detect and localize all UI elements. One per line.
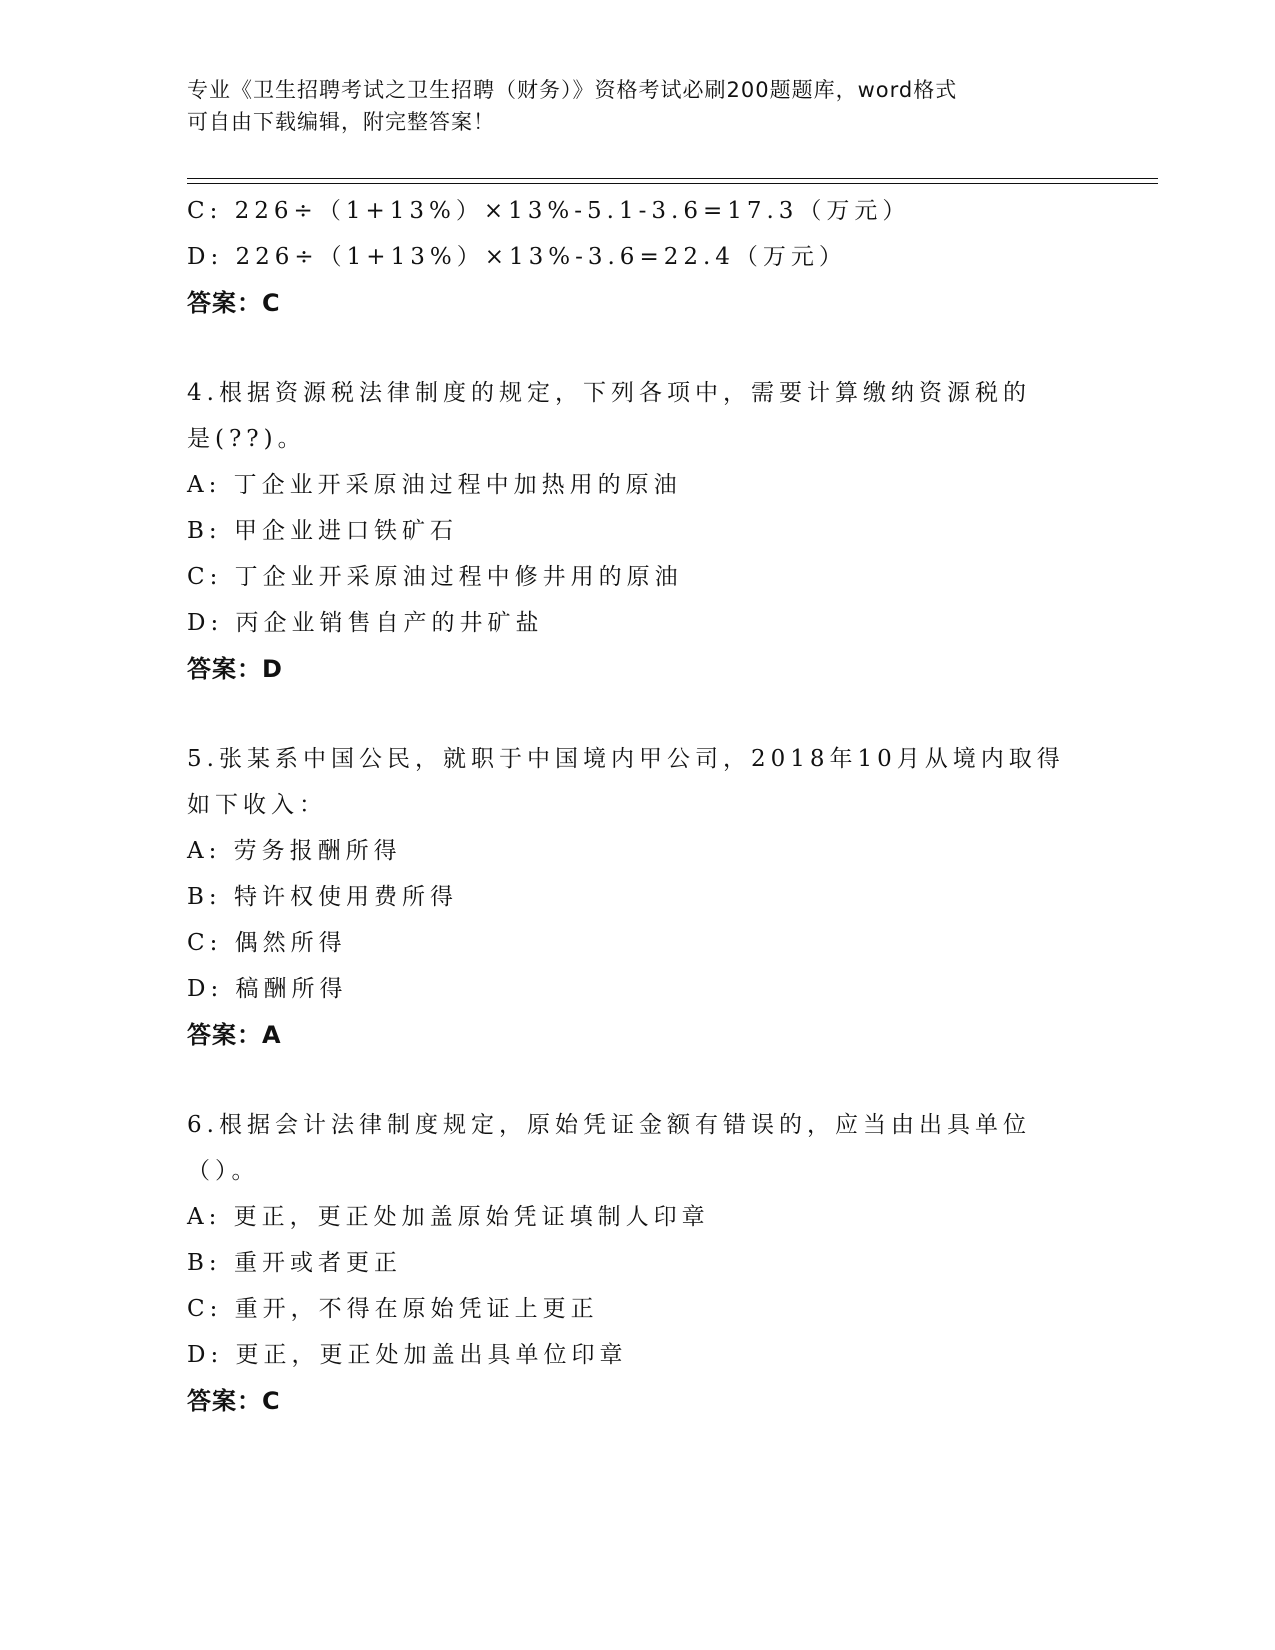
previous-question-tail — [187, 188, 1147, 326]
option-a: A: 更正，更正处加盖原始凭证填制人印章 — [187, 1204, 710, 1230]
question-stem-continued: 是(??)。 — [187, 426, 306, 452]
option-a: A: 丁企业开采原油过程中加热用的原油 — [187, 472, 682, 498]
question-4 — [187, 370, 1147, 692]
question-6 — [187, 1102, 1147, 1424]
question-stem: 4.根据资源税法律制度的规定，下列各项中，需要计算缴纳资源税的 — [187, 380, 1031, 406]
header-title-line-2: 可自由下载编辑，附完整答案！ — [187, 110, 495, 134]
question-stem: 5.张某系中国公民，就职于中国境内甲公司，2018年10月从境内取得 — [187, 746, 1065, 772]
option-d: D: 更正，更正处加盖出具单位印章 — [187, 1342, 628, 1368]
option-d: D: 丙企业销售自产的井矿盐 — [187, 610, 544, 636]
question-5 — [187, 736, 1147, 1058]
answer-line: 答案：C — [187, 1387, 281, 1415]
document-header — [187, 74, 1087, 138]
option-b: B: 特许权使用费所得 — [187, 884, 458, 910]
option-d: D: 226÷（1+13%）×13%-3.6=22.4（万元） — [187, 244, 847, 270]
header-divider-top — [187, 178, 1158, 179]
answer-line: 答案：C — [187, 289, 281, 317]
option-b: B: 重开或者更正 — [187, 1250, 402, 1276]
question-list — [187, 188, 1147, 1424]
option-d: D: 稿酬所得 — [187, 976, 348, 1002]
spacer — [187, 1058, 1147, 1102]
header-title-line-1: 专业《卫生招聘考试之卫生招聘（财务）》资格考试必刷200题题库，word格式 — [187, 78, 958, 102]
option-c: C: 重开，不得在原始凭证上更正 — [187, 1296, 599, 1322]
question-stem-continued: （）。 — [187, 1158, 260, 1184]
spacer — [187, 692, 1147, 736]
option-c: C: 226÷（1+13%）×13%-5.1-3.6=17.3（万元） — [187, 198, 911, 224]
answer-line: 答案：A — [187, 1021, 282, 1049]
option-b: B: 甲企业进口铁矿石 — [187, 518, 458, 544]
option-c: C: 丁企业开采原油过程中修井用的原油 — [187, 564, 683, 590]
question-stem: 6.根据会计法律制度规定，原始凭证金额有错误的，应当由出具单位 — [187, 1112, 1031, 1138]
answer-line: 答案：D — [187, 655, 283, 683]
question-stem-continued: 如下收入： — [187, 792, 327, 818]
option-c: C: 偶然所得 — [187, 930, 347, 956]
option-a: A: 劳务报酬所得 — [187, 838, 402, 864]
header-divider-bottom — [187, 183, 1158, 184]
spacer — [187, 326, 1147, 370]
